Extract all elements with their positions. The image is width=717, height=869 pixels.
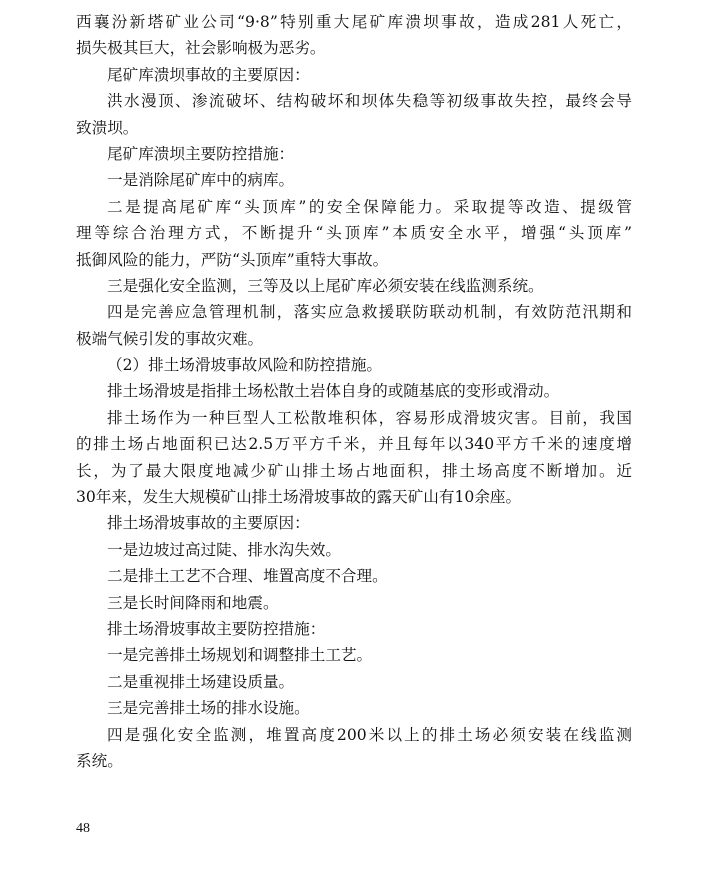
list-item: 四是完善应急管理机制，落实应急救援联防联动机制，有效防范汛期和 (107, 303, 632, 322)
list-item: 三是强化安全监测，三等及以上尾矿库必须安装在线监测系统。 (107, 276, 544, 295)
list-item: 二是重视排土场建设质量。 (107, 672, 295, 691)
paragraph-line: 长，为了最大限度地减少矿山排土场占地面积，排土场高度不断增加。近 (76, 461, 632, 480)
paragraph-line: 洪水漫顶、渗流破坏、结构破坏和坝体失稳等初级事故失控，最终会导 (107, 92, 632, 111)
list-item: 二是排土工艺不合理、堆置高度不合理。 (107, 567, 388, 586)
paragraph-line: 排土场作为一种巨型人工松散堆积体，容易形成滑坡灾害。目前，我国 (107, 408, 632, 427)
paragraph-line: 理等综合治理方式，不断提升“头顶库”本质安全水平，增强“头顶库” (76, 224, 632, 243)
paragraph-line: 极端气候引发的事故灾难。 (76, 329, 264, 348)
paragraph-line: 损失极其巨大，社会影响极为恶劣。 (76, 39, 326, 58)
list-item: 二是提高尾矿库“头顶库”的安全保障能力。采取提等改造、提级管 (107, 197, 632, 216)
paragraph-line: 西襄汾新塔矿业公司“9·8”特别重大尾矿库溃坝事故，造成281人死亡， (76, 13, 632, 31)
list-item: 四是强化安全监测，堆置高度200米以上的排土场必须安装在线监测 (107, 725, 632, 744)
list-item: 三是完善排土场的排水设施。 (107, 699, 310, 718)
section-heading: 排土场滑坡事故主要防控措施： (107, 619, 326, 638)
paragraph-line: 系统。 (76, 751, 123, 770)
paragraph-line: 抵御风险的能力，严防“头顶库”重特大事故。 (76, 250, 389, 269)
page-number: 48 (76, 821, 90, 836)
paragraph-line: 排土场滑坡是指排土场松散土岩体自身的或随基底的变形或滑动。 (107, 382, 560, 401)
list-item: 一是完善排土场规划和调整排土工艺。 (107, 646, 373, 665)
paragraph-line: 30年来，发生大规模矿山排土场滑坡事故的露天矿山有10余座。 (76, 488, 522, 507)
section-heading: 尾矿库溃坝事故的主要原因： (107, 65, 310, 84)
section-heading: 尾矿库溃坝主要防控措施： (107, 144, 295, 163)
paragraph-line: 的排土场占地面积已达2.5万平方千米，并且每年以340平方千米的速度增 (76, 435, 632, 454)
list-item: 一是消除尾矿库中的病库。 (107, 171, 295, 190)
document-body (76, 9, 632, 774)
list-item: 三是长时间降雨和地震。 (107, 593, 279, 612)
section-heading: 排土场滑坡事故的主要原因： (107, 514, 310, 533)
section-heading: （2）排土场滑坡事故风险和防控措施。 (107, 356, 383, 375)
list-item: 一是边坡过高过陡、排水沟失效。 (107, 540, 341, 559)
paragraph-line: 致溃坝。 (76, 118, 139, 137)
